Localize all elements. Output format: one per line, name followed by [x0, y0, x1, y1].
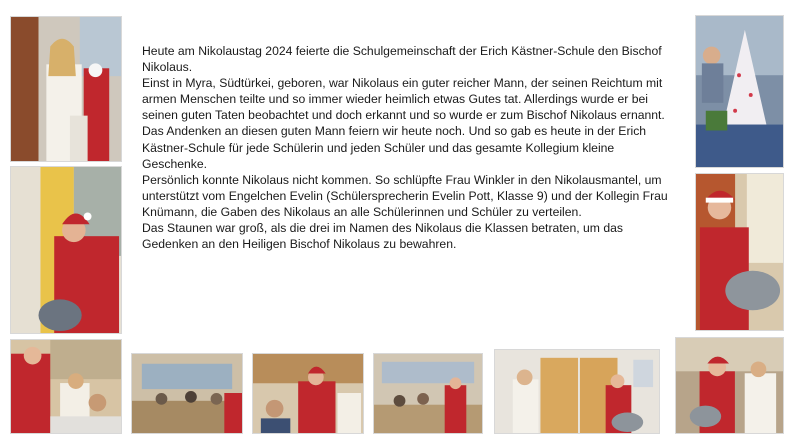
photo-classroom-3 — [252, 353, 364, 434]
photo-nikolaus-with-basket — [695, 173, 784, 331]
paragraph-history: Einst in Myra, Südtürkei, geboren, war Nikolaus ein guter reicher Mann, der seinen Reichtum mit armen Menschen teilte und so immer wieder heimlich etwas Gutes tat. Allerdings wurde er bei seinen guten Taten beobachtet und doch erkannt und so wurde er zum Bischof Nikolaus ernannt. — [142, 76, 665, 123]
photo-angel-and-nikolaus — [10, 16, 122, 162]
paragraph-closing: Das Staunen war groß, als die drei im Namen des Nikolaus die Klassen betraten, um das Gedenken an den Heiligen Bischof Nikolaus zu bewahren. — [142, 221, 623, 252]
photo-nikolaus-at-door — [10, 166, 122, 334]
photo-classroom-2 — [131, 353, 243, 434]
photo-classroom-1 — [10, 339, 122, 434]
paragraph-intro: Heute am Nikolaustag 2024 feierte die Schulgemeinschaft der Erich Kästner-Schule den Bischof Nikolaus. — [142, 44, 662, 75]
paragraph-gifts: Das Andenken an diesen guten Mann feiern wir heute noch. Und so gab es heute in der Erich Kästner-Schule für jede Schülerin und jeden Schüler und das gesamte Kollegium kleine Geschenke. — [142, 124, 647, 171]
paragraph-helpers: Persönlich konnte Nikolaus nicht kommen. So schlüpfte Frau Winkler in den Nikolausmantel, um unterstützt vom Engelchen Evelin (Schülersprecherin Evelin Pott, Klasse 9) und der Kollegin Frau Knümann, die Gaben des Nikolaus an alle Schülerinnen und Schüler zu verteilen. — [142, 172, 668, 219]
photo-nikolaus-and-angel-in-class — [675, 337, 784, 434]
photo-hallway-visit — [494, 349, 660, 434]
article-text — [142, 43, 682, 252]
photo-christmas-tree-display — [695, 15, 784, 168]
photo-classroom-4 — [373, 353, 483, 434]
